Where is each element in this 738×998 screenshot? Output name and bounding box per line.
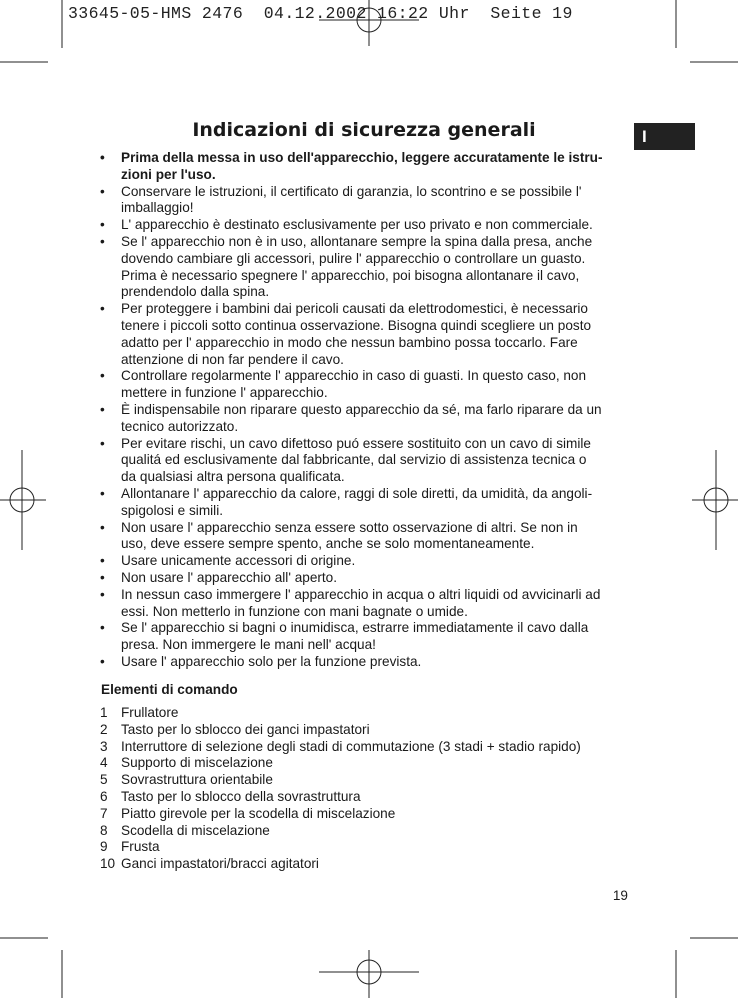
safety-item: • Controllare regolarmente l' apparecchio in caso di guasti. In questo caso, non mettere in funzione l' apparecchio. (100, 368, 630, 402)
controls-list (100, 705, 630, 873)
control-number: 6 (100, 788, 108, 804)
control-label: Scodella di miscelazione (121, 822, 270, 838)
safety-item: • Se l' apparecchio si bagni o inumidisca, estrarre immediatamente il cavo dalla presa. Non immergere le mani nell' acqua! (100, 620, 630, 654)
control-item (100, 772, 630, 789)
control-item (100, 789, 630, 806)
safety-item: • Allontanare l' apparecchio da calore, raggi di sole diretti, da umidità, da angoli- spigolosi e simili. (100, 486, 630, 520)
control-item (100, 839, 630, 856)
control-number: 1 (100, 705, 108, 720)
control-label: Sovrastruttura orientabile (121, 772, 273, 788)
safety-item: • In nessun caso immergere l' apparecchio in acqua o altri liquidi od avvicinarli ad essi. Non metterlo in funzione con mani bagnate o umide. (100, 587, 630, 621)
safety-item: • Non usare l' apparecchio all' aperto. (100, 570, 630, 587)
control-label: Supporto di miscelazione (121, 755, 273, 771)
control-number: 7 (100, 805, 108, 821)
control-label: Frullatore (121, 705, 179, 720)
safety-instructions-list (100, 150, 630, 671)
page-number: 19 (612, 888, 628, 903)
control-number: 8 (100, 822, 108, 838)
control-item (100, 705, 630, 722)
language-tab: I (634, 123, 695, 150)
controls-heading: Elementi di comando (101, 682, 238, 697)
control-number: 4 (100, 755, 108, 771)
safety-item: • Prima della messa in uso dell'apparecchio, leggere accuratamente le istru- zioni per l'uso. (100, 150, 630, 184)
control-number: 3 (100, 738, 108, 754)
control-item (100, 755, 630, 772)
safety-item: • L' apparecchio è destinato esclusivamente per uso privato e non commerciale. (100, 217, 630, 234)
safety-item: • Per proteggere i bambini dai pericoli causati da elettrodomestici, è necessario tenere i piccoli sotto continua osservazione. Bisogna quindi scegliere un posto adatto per l' apparecchio in modo che nessun bambino possa toccarlo. Fare attenzione di non far pendere il cavo. (100, 301, 630, 368)
print-header: 33645-05-HMS 2476 04.12.2002 16:22 Uhr Seite 19 (68, 4, 573, 23)
page-title: Indicazioni di sicurezza generali (192, 119, 536, 141)
control-number: 10 (100, 856, 116, 872)
safety-item: • Usare l' apparecchio solo per la funzione prevista. (100, 654, 630, 671)
control-item (100, 739, 630, 756)
control-label: Tasto per lo sblocco della sovrastruttura (121, 788, 361, 804)
control-item (100, 722, 630, 739)
safety-item: • Se l' apparecchio non è in uso, allontanare sempre la spina dalla presa, anche dovendo cambiare gli accessori, pulire l' apparecchio o controllare un guasto. Prima è necessario spegnere l' apparecchio, poi bisogna allontanare il cavo, prendendolo dalla spina. (100, 234, 630, 301)
safety-item: • Non usare l' apparecchio senza essere sotto osservazione di altri. Se non in uso, deve essere sempre spento, anche se solo momentaneamente. (100, 520, 630, 554)
safety-item: • Usare unicamente accessori di origine. (100, 553, 630, 570)
safety-item: • Conservare le istruzioni, il certificato di garanzia, lo scontrino e se possibile l' imballaggio! (100, 184, 630, 218)
control-number: 2 (100, 721, 108, 737)
safety-item: • Per evitare rischi, un cavo difettoso puó essere sostituito con un cavo di simile qualitá ed esclusivamente dal fabbricante, dal servizio di assistenza tecnica o da qualsiasi altra persona qualificata. (100, 436, 630, 486)
control-label: Frusta (121, 839, 160, 855)
control-label: Interruttore di selezione degli stadi di commutazione (3 stadi + stadio rapido) (121, 738, 581, 754)
control-number: 9 (100, 839, 108, 855)
safety-item: • È indispensabile non riparare questo apparecchio da sé, ma farlo riparare da un tecnico autorizzato. (100, 402, 630, 436)
control-item (100, 856, 630, 873)
control-item (100, 823, 630, 840)
control-label: Piatto girevole per la scodella di miscelazione (121, 805, 396, 821)
control-label: Ganci impastatori/bracci agitatori (121, 856, 319, 872)
control-item (100, 806, 630, 823)
control-label: Tasto per lo sblocco dei ganci impastatori (121, 721, 370, 737)
control-number: 5 (100, 772, 108, 788)
